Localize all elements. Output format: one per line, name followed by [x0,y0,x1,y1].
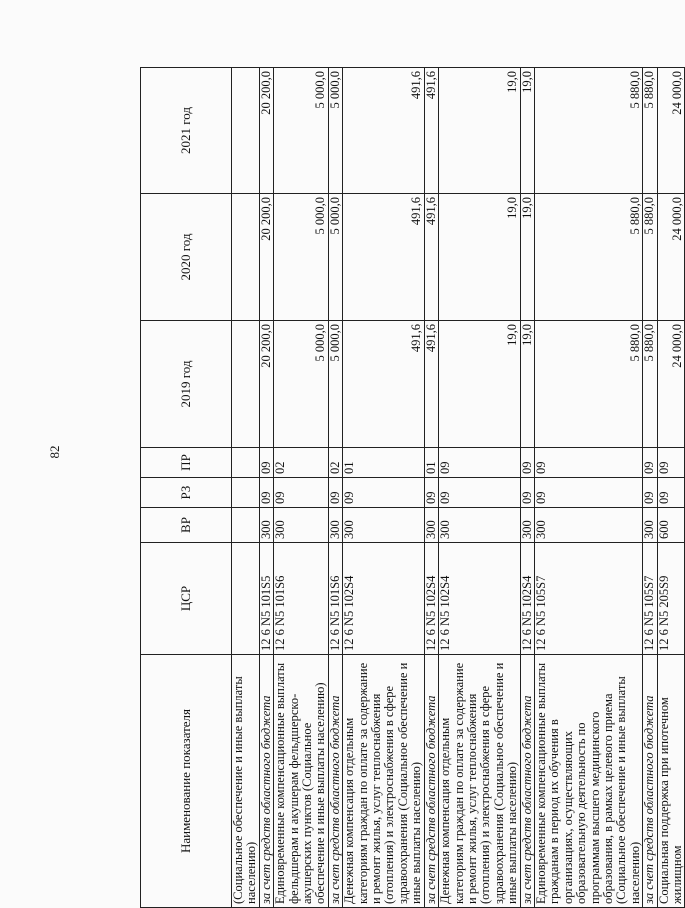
row-pr: 09 [657,448,685,478]
row-2019: 19,0 [439,321,520,448]
header-2020: 2020 год [141,194,232,321]
row-2020: 5 000,0 [328,194,342,321]
row-2021: 19,0 [520,68,534,194]
table-row [643,68,657,908]
row-name: (Социальное обеспечение и иные выплаты населению) [232,655,260,908]
page-number: 82 [47,445,62,459]
row-rz: 09 [643,478,657,508]
row-2020: 5 000,0 [274,194,329,321]
row-2020: 20 200,0 [259,194,273,321]
row-csr: 12 6 N5 102S4 [424,543,438,655]
row-csr: 12 6 N5 105S7 [534,543,642,655]
row-pr: 09 [259,448,273,478]
row-2021: 5 880,0 [643,68,657,194]
row-rz: 09 [520,478,534,508]
row-rz: 09 [274,478,329,508]
row-vr: 300 [259,508,273,543]
header-csr: ЦСР [141,543,232,655]
row-csr: 12 6 N5 105S7 [643,543,657,655]
row-vr: 300 [534,508,642,543]
row-2019: 24 000,0 [657,321,685,448]
row-rz: 09 [657,478,685,508]
row-2019: 5 880,0 [643,321,657,448]
row-pr: 09 [534,448,642,478]
row-pr: 09 [439,448,520,478]
row-2021: 19,0 [439,68,520,194]
row-name: Единовременные компенсационные выплаты фельдшерам и акушерам фельдшерско-акушерских пунктов (Социальное обеспечение и иные выплаты населению) [274,655,329,908]
row-csr: 12 6 N5 101S5 [259,543,273,655]
row-name: за счет средств областного бюджета [328,655,342,908]
row-csr: 12 6 N5 102S4 [520,543,534,655]
row-csr: 12 6 N5 205S9 [657,543,685,655]
row-2019: 5 000,0 [328,321,342,448]
row-vr: 300 [328,508,342,543]
row-name: за счет средств областного бюджета [259,655,273,908]
row-csr: 12 6 N5 102S4 [343,543,424,655]
row-2021: 491,6 [424,68,438,194]
row-pr: 09 [520,448,534,478]
row-name: Денежная компенсация отдельным категориям граждан по оплате за содержание и ремонт жилья, услуг теплоснабжения (отопления) и электроснабжения в сфере здравоохранения (Социальное обеспечение и иные выплаты населению) [439,655,520,908]
table-row [657,68,685,908]
row-2019 [232,321,260,448]
row-2021 [232,68,260,194]
row-vr [232,508,260,543]
table-row [534,68,642,908]
table-row [274,68,329,908]
row-rz: 09 [343,478,424,508]
row-name: за счет средств областного бюджета [424,655,438,908]
row-name: Социальная поддержка при ипотечном жилищном [657,655,685,908]
row-rz: 09 [439,478,520,508]
row-2021: 5 880,0 [534,68,642,194]
row-2019: 491,6 [424,321,438,448]
row-vr: 600 [657,508,685,543]
row-pr: 01 [343,448,424,478]
row-2020: 491,6 [424,194,438,321]
table-row [520,68,534,908]
row-name: за счет средств областного бюджета [643,655,657,908]
row-2021: 20 200,0 [259,68,273,194]
header-rz: РЗ [141,478,232,508]
row-vr: 300 [343,508,424,543]
row-csr: 12 6 N5 101S6 [274,543,329,655]
row-pr [232,448,260,478]
row-rz: 09 [328,478,342,508]
row-2020 [232,194,260,321]
row-vr: 300 [274,508,329,543]
row-rz: 09 [259,478,273,508]
row-csr [232,543,260,655]
table-row [439,68,520,908]
row-csr: 12 6 N5 102S4 [439,543,520,655]
row-2020: 5 880,0 [534,194,642,321]
row-2019: 5 000,0 [274,321,329,448]
row-rz [232,478,260,508]
header-vr: ВР [141,508,232,543]
row-2020: 19,0 [439,194,520,321]
row-2019: 491,6 [343,321,424,448]
table-row [343,68,424,908]
row-rz: 09 [534,478,642,508]
row-csr: 12 6 N5 101S6 [328,543,342,655]
header-name: Наименование показателя [141,655,232,908]
row-2020: 5 880,0 [643,194,657,321]
row-2021: 5 000,0 [274,68,329,194]
row-name: за счет средств областного бюджета [520,655,534,908]
row-vr: 300 [643,508,657,543]
row-name: Денежная компенсация отдельным категориям граждан по оплате за содержание и ремонт жилья, услуг теплоснабжения (отопления) и электроснабжения в сфере здравоохранения (Социальное обеспечение и иные выплаты населению) [343,655,424,908]
header-row [141,68,232,908]
row-2019: 19,0 [520,321,534,448]
row-rz: 09 [424,478,438,508]
row-2020: 24 000,0 [657,194,685,321]
row-2021: 24 000,0 [657,68,685,194]
row-2021: 491,6 [343,68,424,194]
row-pr: 02 [328,448,342,478]
row-2020: 491,6 [343,194,424,321]
row-2020: 19,0 [520,194,534,321]
budget-table [140,67,685,908]
table-row [232,68,260,908]
header-2021: 2021 год [141,68,232,194]
row-2021: 5 000,0 [328,68,342,194]
row-vr: 300 [439,508,520,543]
row-vr: 300 [520,508,534,543]
row-2019: 20 200,0 [259,321,273,448]
table-row [424,68,438,908]
row-pr: 01 [424,448,438,478]
row-2019: 5 880,0 [534,321,642,448]
header-pr: ПР [141,448,232,478]
row-pr: 09 [643,448,657,478]
row-vr: 300 [424,508,438,543]
row-name: Единовременные компенсационные выплаты гражданам в период их обучения в организациях, осуществляющих образовательную деятельность по программам высшего медицинского образования, в рамках целевого приема (Социальное обеспечение и иные выплаты населению) [534,655,642,908]
table-row [259,68,273,908]
table-row [328,68,342,908]
row-pr: 02 [274,448,329,478]
header-2019: 2019 год [141,321,232,448]
rotated-page [140,68,684,908]
